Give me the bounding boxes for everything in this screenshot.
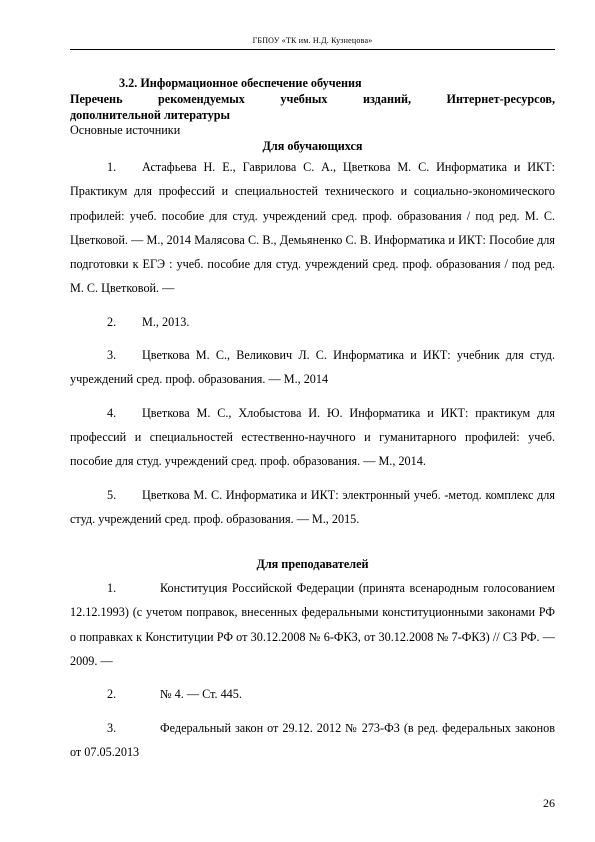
item-number: 2. [107,687,117,702]
subtitle-line-1: Перечень рекомендуемых учебных изданий, Интернет-ресурсов, [70,92,555,106]
subtitle [70,91,555,123]
item-number: 5. [107,487,117,502]
item-number: 3. [107,720,117,735]
subtitle-line-2: дополнительной литературы [70,108,230,122]
students-list [70,155,555,531]
item-text: Конституция Российской Федерации (принята всенародным голосованием 12.12.1993) (с учетом поправок, внесенных федеральными конституционными законами РФ о поправках к Конституции РФ от 30.12.2008 № 6-ФКЗ, от 30.12.2008 № 7-ФКЗ) // СЗ РФ. — 2009. — [70,581,555,669]
item-number: 2. [107,314,117,329]
item-text: № 4. — Ст. 445. [160,687,242,702]
list-item [70,576,555,673]
item-text: Федеральный закон от 29.12. 2012 № 273-ФЗ (в ред. федеральных законов от 07.05.2013 [70,720,555,759]
list-item [70,483,555,532]
item-text: Цветкова М. С. Информатика и ИКТ: электронный учеб. -метод. комплекс для студ. учреждений сред. проф. образования. — М., 2015. [70,487,555,526]
list-item [70,310,555,334]
item-text: Цветкова М. С., Хлобыстова И. Ю. Информатика и ИКТ: практикум для профессий и специальностей естественно-научного и гуманитарного профилей: учеб. пособие для студ. учреждений сред. проф. образования. — М., 2014. [70,405,555,469]
teachers-heading: Для преподавателей [256,557,369,572]
list-item [70,401,555,474]
students-heading: Для обучающихся [262,139,363,153]
header-rule [70,49,555,50]
teachers-list [70,576,555,764]
list-item [70,716,555,765]
list-item [70,343,555,392]
item-number: 3. [107,348,117,363]
list-item [70,682,555,706]
page-number: 26 [543,796,555,810]
page-content [70,76,555,773]
item-number: 1. [107,160,117,174]
item-text: Астафьева Н. Е., Гаврилова С. А., Цветкова М. С. Информатика и ИКТ: Практикум для профессий и специальностей технического и социально-экономического профилей: учеб. пособие для студ. учреждений сред. проф. образования / под ред. М. С. Цветковой. — М., 2014 Малясова С. В., Демьяненко С. В. Информатика и ИКТ: Пособие для подготовки к ЕГЭ : учеб. пособие для студ. учреждений сред. проф. образования / под ред. М. С. Цветковой. — [70,160,555,296]
item-text: М., 2013. [142,314,190,329]
item-text: Цветкова М. С., Великович Л. С. Информатика и ИКТ: учебник для студ. учреждений сред. проф. образования. — М., 2014 [70,348,555,387]
main-sources-label: Основные источники [70,123,181,137]
section-title: 3.2. Информационное обеспечение обучения [119,76,362,90]
item-number: 4. [107,405,117,420]
item-number: 1. [107,581,117,596]
running-header: ГБПОУ «ТК им. Н.Д. Кузнецова» [252,36,373,45]
list-item [70,155,555,301]
